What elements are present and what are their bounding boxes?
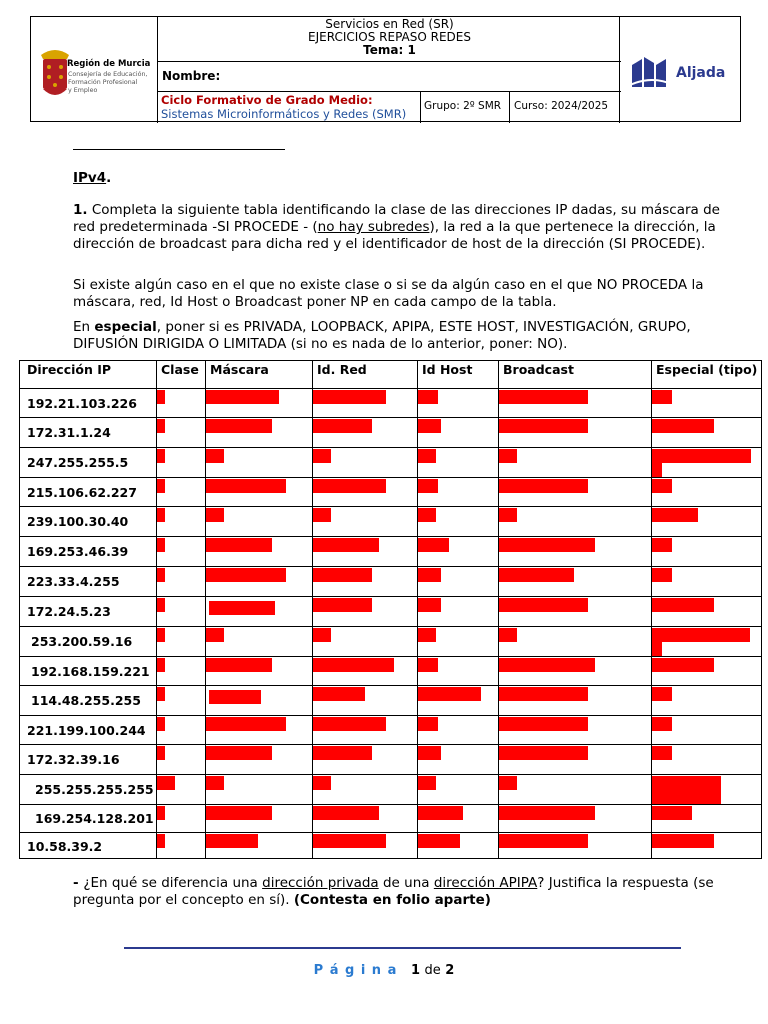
p3-bold: especial	[94, 319, 157, 335]
redacted-answer-id-red	[313, 419, 372, 433]
redacted-answer-broadcast	[499, 687, 588, 701]
footer-rule	[124, 947, 681, 949]
redacted-answer-especial	[652, 687, 672, 701]
redacted-answer-especial	[652, 642, 662, 656]
table-header-mascara: Máscara	[210, 362, 269, 377]
p3-part-a: En	[73, 319, 95, 335]
page-footer	[0, 963, 768, 978]
redacted-answer-clase	[157, 390, 165, 404]
section-divider	[73, 149, 285, 150]
table-row-ip-address: 253.200.59.16	[31, 634, 133, 649]
row-divider	[20, 506, 761, 507]
logo-left-title: Región de Murcia	[67, 59, 151, 69]
redacted-answer-id-red	[313, 598, 372, 612]
redacted-answer-especial	[652, 568, 672, 582]
row-divider	[20, 626, 761, 627]
grupo-label: Grupo: 2º SMR	[421, 92, 510, 123]
redacted-answer-id-red	[313, 449, 331, 463]
redacted-answer-id-host	[418, 508, 436, 522]
redacted-answer-id-red	[313, 628, 331, 642]
aljada-wordmark: Aljada	[676, 65, 726, 81]
table-row-ip-address: 10.58.39.2	[27, 839, 103, 854]
row-divider	[20, 388, 761, 389]
redacted-answer-clase	[157, 479, 165, 493]
table-header-especial: Especial (tipo)	[656, 362, 758, 377]
redacted-answer-id-red	[313, 390, 386, 404]
redacted-answer-clase	[157, 687, 165, 701]
redacted-answer-broadcast	[499, 628, 517, 642]
redacted-answer-mascara	[206, 717, 286, 731]
table-row-ip-address: 169.253.46.39	[27, 544, 129, 559]
redacted-answer-id-host	[418, 390, 438, 404]
curso-label: Curso: 2024/2025	[514, 100, 609, 112]
row-divider	[20, 804, 761, 805]
redacted-answer-clase	[157, 717, 165, 731]
table-header-clase: Clase	[161, 362, 199, 377]
row-divider	[20, 685, 761, 686]
row-divider	[20, 715, 761, 716]
question-part-b: de una	[378, 875, 434, 891]
p1-part-a: Completa la siguiente tabla identificando la clase de las direcciones IP dadas, su máscara de red predeterminada -SI PROCEDE - (	[73, 202, 720, 235]
redacted-answer-especial	[652, 479, 672, 493]
redacted-answer-mascara	[206, 508, 224, 522]
table-row-ip-address: 192.21.103.226	[27, 396, 137, 411]
footer-pagina: P á g i n a	[313, 963, 398, 978]
redacted-answer-id-host	[418, 658, 438, 672]
redacted-answer-id-host	[418, 687, 481, 701]
redacted-answer-id-red	[313, 568, 372, 582]
redacted-answer-clase	[157, 628, 165, 642]
redacted-answer-id-host	[418, 746, 441, 760]
redacted-answer-clase	[157, 834, 165, 848]
question-part-c: ? Justifica la respuesta (se pregunta por el concepto en sí).	[73, 875, 714, 908]
redacted-answer-especial	[652, 746, 672, 760]
row-divider	[20, 566, 761, 567]
redacted-answer-mascara	[206, 746, 272, 760]
redacted-answer-clase	[157, 508, 165, 522]
redacted-answer-especial	[652, 449, 751, 463]
redacted-answer-clase	[157, 746, 165, 760]
redacted-answer-id-host	[418, 628, 436, 642]
redacted-answer-broadcast	[499, 776, 517, 790]
row-divider	[20, 536, 761, 537]
redacted-answer-broadcast	[499, 834, 588, 848]
redacted-answer-clase	[157, 568, 165, 582]
redacted-answer-clase	[157, 538, 165, 552]
redacted-answer-mascara	[206, 479, 286, 493]
exercise-paragraph-2: Si existe algún caso en el que no existe clase o si se da algún caso en el que NO PROCEDA la máscara, red, Id Host o Broadcast poner NP en cada campo de la tabla.	[73, 277, 704, 310]
redacted-answer-id-host	[418, 419, 441, 433]
redacted-answer-id-red	[313, 508, 331, 522]
ciclo-name: Sistemas Microinformáticos y Redes (SMR)	[161, 107, 407, 121]
redacted-answer-id-host	[418, 449, 436, 463]
exercise-number: 1.	[73, 202, 88, 218]
redacted-answer-id-red	[313, 806, 379, 820]
redacted-answer-especial	[652, 776, 721, 804]
redacted-answer-mascara	[206, 806, 272, 820]
redacted-answer-clase	[157, 449, 165, 463]
logo-left-sub3: y Empleo	[68, 87, 98, 94]
section-title	[73, 170, 733, 187]
redacted-answer-id-host	[418, 717, 438, 731]
row-divider	[20, 832, 761, 833]
redacted-answer-id-red	[313, 687, 365, 701]
redacted-answer-broadcast	[499, 658, 595, 672]
redacted-answer-clase	[157, 806, 165, 820]
header-title-block	[158, 17, 621, 62]
redacted-answer-id-host	[418, 776, 436, 790]
redacted-answer-clase	[157, 776, 175, 790]
topic-title: Tema: 1	[363, 43, 416, 57]
redacted-answer-mascara	[206, 628, 224, 642]
region-murcia-logo	[31, 17, 158, 123]
exercise-set-title: EJERCICIOS REPASO REDES	[308, 30, 471, 44]
row-divider	[20, 774, 761, 775]
redacted-answer-clase	[157, 419, 165, 433]
redacted-answer-id-red	[313, 479, 386, 493]
logo-left-sub2: Formación Profesional	[68, 79, 138, 86]
redacted-answer-especial	[652, 628, 750, 642]
table-header-id-red: Id. Red	[317, 362, 367, 377]
question-part-a: ¿En qué se diferencia una	[83, 875, 263, 891]
p3-part-b: , poner si es PRIVADA, LOOPBACK, APIPA, ESTE HOST, INVESTIGACIÓN, GRUPO, DIFUSIÓN DIRIGIDA O LIMITADA (si no es nada de lo anterior, poner: NO).	[73, 319, 691, 352]
redacted-answer-broadcast	[499, 479, 588, 493]
redacted-answer-clase	[157, 598, 165, 612]
ciclo-label: Ciclo Formativo de Grado Medio:	[161, 93, 373, 107]
logo-left-subtitle	[68, 71, 147, 95]
redacted-answer-especial	[652, 717, 672, 731]
row-divider	[20, 596, 761, 597]
redacted-answer-mascara	[209, 601, 275, 615]
redacted-answer-id-host	[418, 806, 463, 820]
aljada-logo	[619, 17, 740, 123]
question-underline-1: dirección privada	[262, 875, 379, 891]
row-divider	[20, 744, 761, 745]
redacted-answer-mascara	[206, 390, 279, 404]
table-row-ip-address: 169.254.128.201	[35, 811, 154, 826]
question-dash: -	[73, 875, 84, 891]
redacted-answer-broadcast	[499, 598, 588, 612]
name-label: Nombre:	[162, 69, 221, 83]
table-row-ip-address: 223.33.4.255	[27, 574, 120, 589]
redacted-answer-broadcast	[499, 746, 588, 760]
table-row-ip-address: 255.255.255.255	[35, 782, 154, 797]
redacted-answer-broadcast	[499, 717, 588, 731]
redacted-answer-id-host	[418, 598, 441, 612]
row-divider	[20, 417, 761, 418]
table-row-ip-address: 247.255.255.5	[27, 455, 129, 470]
p1-underlined: no hay subredes	[317, 219, 430, 235]
footer-de: de	[424, 963, 441, 978]
table-header-ip: Dirección IP	[27, 362, 112, 377]
row-divider	[20, 447, 761, 448]
row-divider	[20, 656, 761, 657]
redacted-answer-clase	[157, 658, 165, 672]
exercise-paragraph-1	[73, 202, 733, 253]
redacted-answer-especial	[652, 598, 714, 612]
ciclo-block	[158, 92, 421, 123]
logo-left-sub1: Consejería de Educación,	[68, 71, 148, 78]
redacted-answer-especial	[652, 508, 698, 522]
redacted-answer-broadcast	[499, 568, 574, 582]
redacted-answer-broadcast	[499, 806, 595, 820]
redacted-answer-id-host	[418, 538, 449, 552]
redacted-answer-broadcast	[499, 538, 595, 552]
redacted-answer-mascara	[206, 538, 272, 552]
table-row-ip-address: 172.31.1.24	[27, 425, 111, 440]
redacted-answer-mascara	[206, 776, 224, 790]
ies-building-icon	[630, 55, 674, 89]
redacted-answer-mascara	[206, 834, 258, 848]
table-header-id-host: Id Host	[422, 362, 473, 377]
footer-total-pages: 2	[445, 963, 455, 978]
redacted-answer-id-red	[313, 658, 394, 672]
section-title-text: IPv4	[73, 170, 107, 186]
ip-table	[19, 360, 762, 859]
redacted-answer-id-host	[418, 834, 460, 848]
redacted-answer-especial	[652, 390, 672, 404]
redacted-answer-id-red	[313, 776, 331, 790]
document-header	[30, 16, 741, 122]
redacted-answer-mascara	[206, 568, 286, 582]
redacted-answer-id-red	[313, 717, 386, 731]
redacted-answer-especial	[652, 538, 672, 552]
redacted-answer-broadcast	[499, 449, 517, 463]
table-row-ip-address: 192.168.159.221	[31, 664, 150, 679]
redacted-answer-especial	[652, 419, 714, 433]
redacted-answer-mascara	[206, 419, 272, 433]
redacted-answer-id-host	[418, 568, 441, 582]
redacted-answer-especial	[652, 806, 692, 820]
section-title-suffix: .	[106, 170, 112, 186]
redacted-answer-id-red	[313, 746, 372, 760]
table-row-ip-address: 221.199.100.244	[27, 723, 146, 738]
redacted-answer-broadcast	[499, 508, 517, 522]
table-header-broadcast: Broadcast	[503, 362, 574, 377]
redacted-answer-mascara	[206, 449, 224, 463]
table-row-ip-address: 239.100.30.40	[27, 514, 129, 529]
table-row-ip-address: 172.32.39.16	[27, 752, 120, 767]
question-underline-2: dirección APIPA	[433, 875, 538, 891]
footer-page-number: 1	[410, 963, 420, 978]
redacted-answer-mascara	[209, 690, 261, 704]
redacted-answer-broadcast	[499, 390, 588, 404]
course-title: Servicios en Red (SR)	[325, 17, 454, 31]
redacted-answer-especial	[652, 463, 662, 477]
redacted-answer-id-red	[313, 538, 379, 552]
p1-part-b: ), la red a la que pertenece la dirección, la dirección de broadcast para dicha red y el identificador de host de la dirección (SI PROCEDE).	[73, 219, 716, 252]
table-row-ip-address: 215.106.62.227	[27, 485, 137, 500]
question-bold: (Contesta en folio aparte)	[293, 892, 491, 908]
redacted-answer-id-red	[313, 834, 386, 848]
redacted-answer-mascara	[206, 658, 272, 672]
row-divider	[20, 477, 761, 478]
redacted-answer-especial	[652, 658, 714, 672]
redacted-answer-id-host	[418, 479, 438, 493]
redacted-answer-broadcast	[499, 419, 588, 433]
redacted-answer-especial	[652, 834, 714, 848]
exercise-paragraph-3	[73, 319, 733, 353]
name-field[interactable]	[158, 62, 621, 92]
question-paragraph	[73, 875, 733, 909]
table-row-ip-address: 114.48.255.255	[31, 693, 141, 708]
table-row-ip-address: 172.24.5.23	[27, 604, 111, 619]
